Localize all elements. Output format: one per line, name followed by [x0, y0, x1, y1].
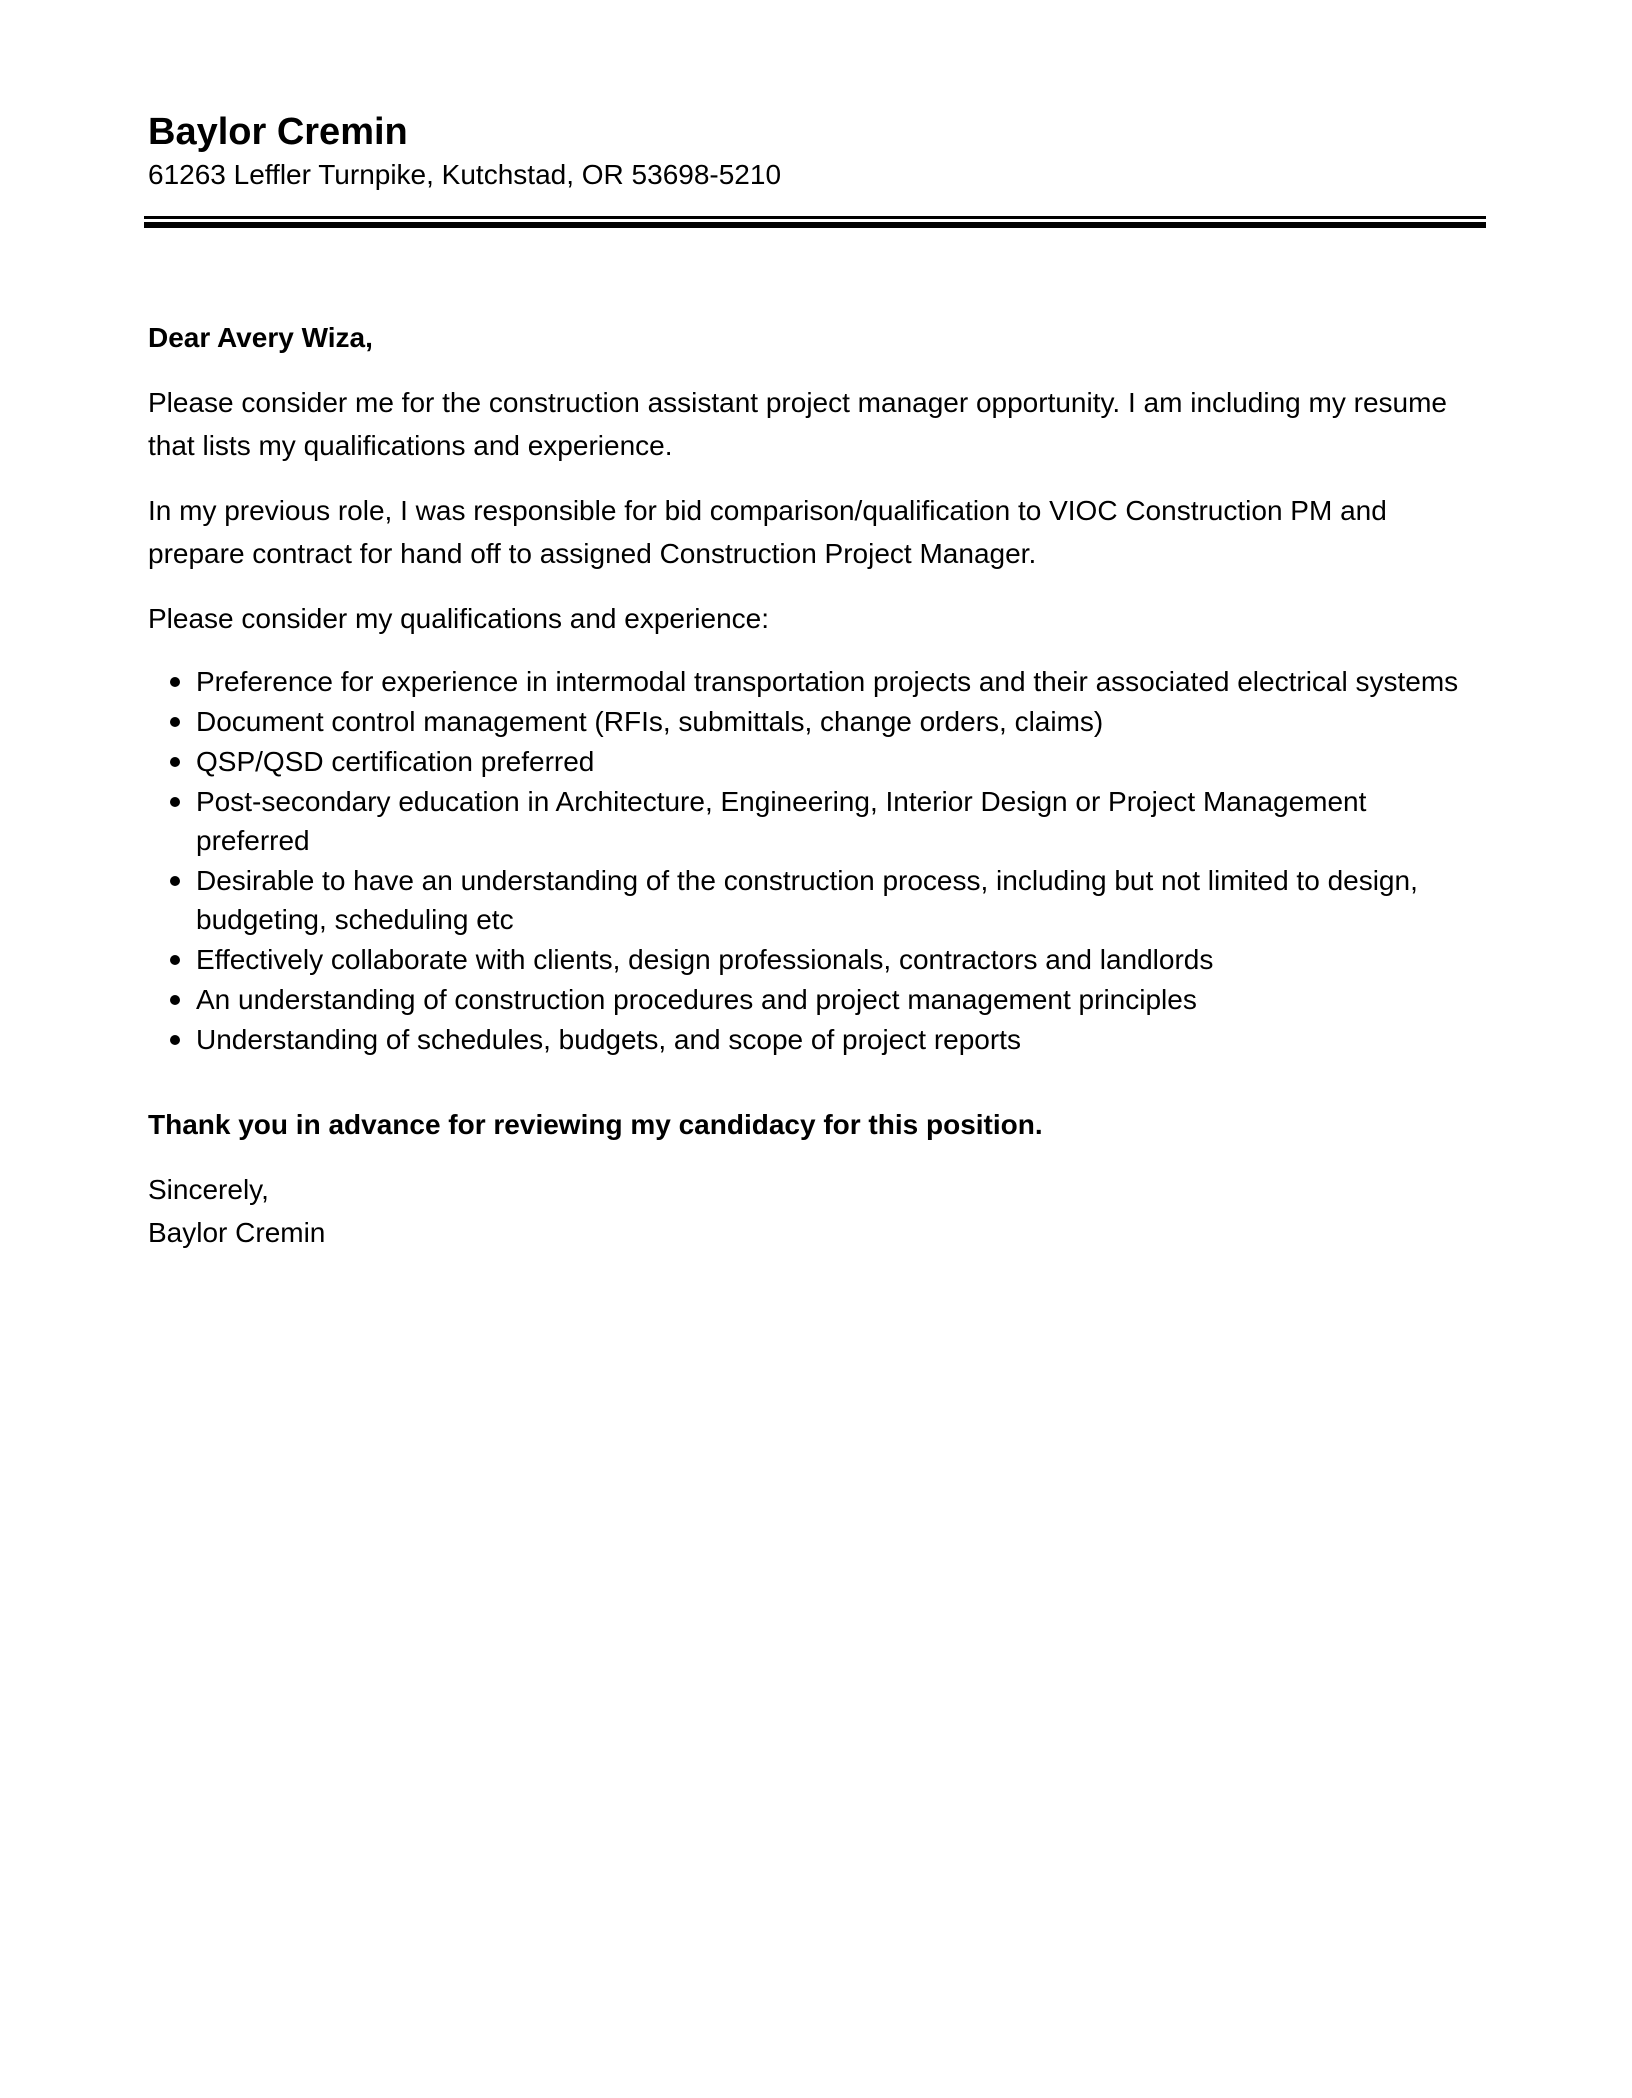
- bullet-icon: [170, 797, 180, 807]
- cover-letter-page: [148, 108, 1486, 1254]
- bullet-icon: [170, 757, 180, 767]
- bullet-icon: [170, 995, 180, 1005]
- list-item: QSP/QSD certification preferred: [196, 742, 1486, 781]
- qualifications-intro: Please consider my qualifications and experience:: [148, 603, 770, 634]
- list-item: Preference for experience in intermodal transportation projects and their associated electrical systems: [196, 662, 1486, 701]
- bullet-icon: [170, 717, 180, 727]
- list-item: Desirable to have an understanding of the construction process, including but not limited to design, budgeting, scheduling etc: [196, 861, 1486, 939]
- list-item: Document control management (RFIs, submittals, change orders, claims): [196, 702, 1486, 741]
- salutation: Dear Avery Wiza,: [148, 322, 373, 353]
- list-item: An understanding of construction procedures and project management principles: [196, 980, 1486, 1019]
- signature-name: Baylor Cremin: [148, 1217, 326, 1248]
- letter-body: [148, 316, 1486, 1254]
- list-item: Understanding of schedules, budgets, and scope of project reports: [196, 1020, 1486, 1059]
- bullet-icon: [170, 876, 180, 886]
- list-item: Effectively collaborate with clients, design professionals, contractors and landlords: [196, 940, 1486, 979]
- bullet-icon: [170, 677, 180, 687]
- list-item: Post-secondary education in Architecture, Engineering, Interior Design or Project Management preferred: [196, 782, 1486, 860]
- qualifications-list: [148, 662, 1486, 1059]
- previous-role-paragraph: In my previous role, I was responsible for bid comparison/qualification to VIOC Construction PM and prepare contract for hand off to assigned Construction Project Manager.: [148, 495, 1387, 569]
- header-divider: [144, 216, 1486, 228]
- bullet-icon: [170, 955, 180, 965]
- closing-statement: Thank you in advance for reviewing my candidacy for this position.: [148, 1109, 1043, 1140]
- letter-header: [148, 108, 1486, 228]
- sender-address: 61263 Leffler Turnpike, Kutchstad, OR 53698-5210: [148, 159, 782, 190]
- signoff: Sincerely,: [148, 1174, 269, 1205]
- intro-paragraph: Please consider me for the construction assistant project manager opportunity. I am including my resume that lists my qualifications and experience.: [148, 387, 1447, 461]
- bullet-icon: [170, 1035, 180, 1045]
- sender-name: Baylor Cremin: [148, 111, 408, 153]
